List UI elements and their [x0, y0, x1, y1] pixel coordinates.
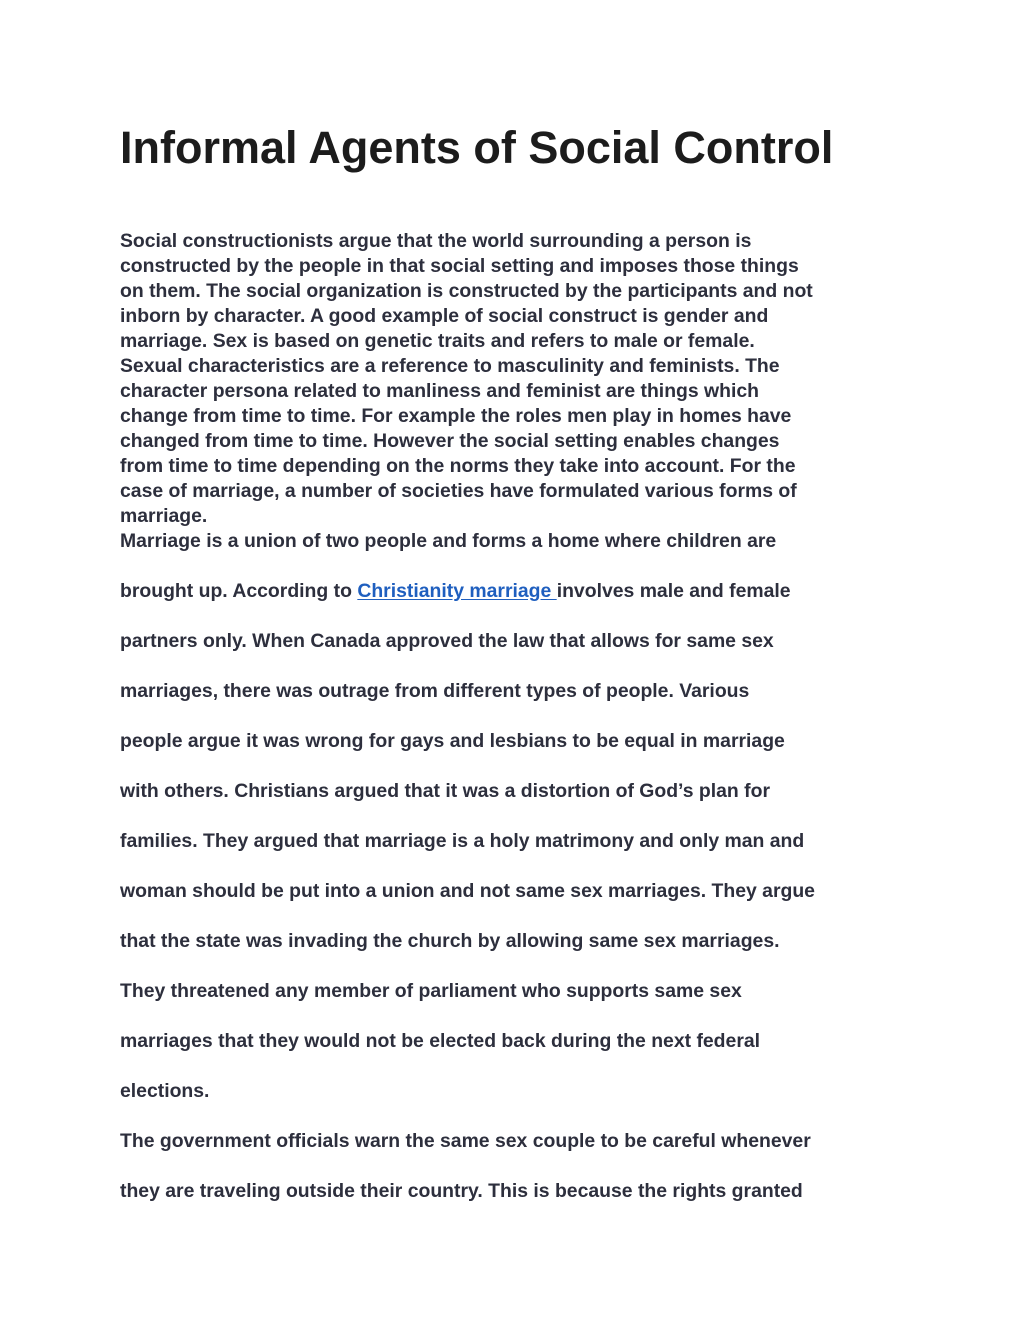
christianity-marriage-link[interactable]: Christianity marriage	[357, 580, 557, 602]
text-line: Marriage is a union of two people and forms a home where children are	[120, 530, 777, 552]
text-line: elections.	[120, 1080, 210, 1102]
text-line: change from time to time. For example the roles men play in homes have	[120, 405, 792, 427]
text-line: people argue it was wrong for gays and lesbians to be equal in marriage	[120, 730, 785, 752]
paragraph-social-constructionists	[120, 229, 920, 529]
text-line: They threatened any member of parliament who supports same sex	[120, 980, 742, 1002]
text-line: that the state was invading the church by allowing same sex marriages.	[120, 930, 780, 952]
text-line: woman should be put into a union and not same sex marriages. They argue	[120, 880, 815, 902]
paragraph-government-officials	[120, 1129, 920, 1229]
text-line: case of marriage, a number of societies have formulated various forms of	[120, 480, 797, 502]
text-line: Social constructionists argue that the world surrounding a person is	[120, 230, 752, 252]
text-line: marriages that they would not be elected back during the next federal	[120, 1030, 761, 1052]
text-line: from time to time depending on the norms they take into account. For the	[120, 455, 796, 477]
text-line: with others. Christians argued that it was a distortion of God’s plan for	[120, 780, 770, 802]
text-segment: involves male and female	[556, 580, 791, 602]
paragraph-marriage-union	[120, 529, 920, 1129]
text-line: The government officials warn the same sex couple to be careful whenever	[120, 1130, 811, 1152]
document-title: Informal Agents of Social Control	[120, 122, 834, 173]
text-line: partners only. When Canada approved the law that allows for same sex	[120, 630, 774, 652]
text-line: on them. The social organization is constructed by the participants and not	[120, 280, 813, 302]
text-line: families. They argued that marriage is a holy matrimony and only man and	[120, 830, 805, 852]
text-line-with-link	[120, 579, 920, 629]
text-line: inborn by character. A good example of social construct is gender and	[120, 305, 769, 327]
text-line: they are traveling outside their country. This is because the rights granted	[120, 1180, 803, 1202]
text-line: constructed by the people in that social setting and imposes those things	[120, 255, 799, 277]
text-line: changed from time to time. However the social setting enables changes	[120, 430, 780, 452]
text-line: marriage.	[120, 505, 208, 527]
text-line: character persona related to manliness and feminist are things which	[120, 380, 760, 402]
text-line: marriages, there was outrage from different types of people. Various	[120, 680, 750, 702]
text-line: Sexual characteristics are a reference to masculinity and feminists. The	[120, 355, 780, 377]
text-segment: brought up. According to	[120, 580, 358, 602]
text-line: marriage. Sex is based on genetic traits and refers to male or female.	[120, 330, 755, 352]
